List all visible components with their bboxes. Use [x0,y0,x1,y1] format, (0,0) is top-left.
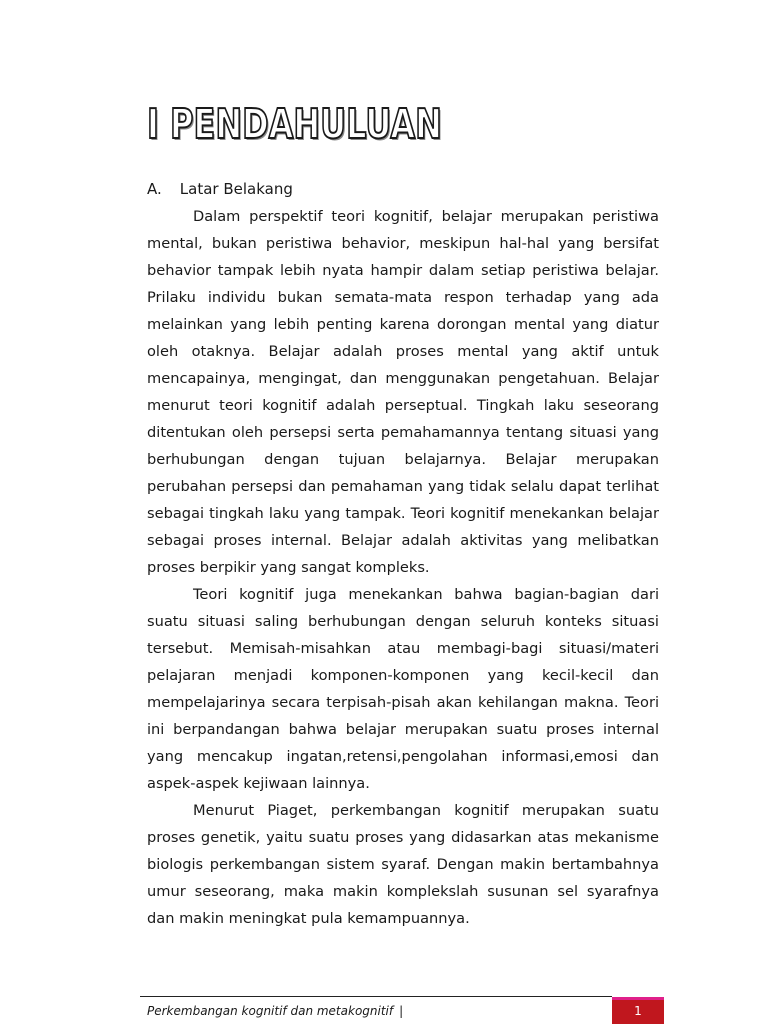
page-number-box [612,997,664,1024]
paragraph-1: Dalam perspektif teori kognitif, belajar merupakan peristiwa mental, bukan peristiwa behavior, meskipun hal-hal yang bersifat behavior tampak lebih nyata hampir dalam setiap peristiwa belajar. Prilaku individu bukan semata-mata respon terhadap yang ada melainkan yang lebih penting karena dorongan mental yang diatur oleh otaknya. Belajar adalah proses mental yang aktif untuk mencapainya, mengingat, dan menggunakan pengetahuan. Belajar menurut teori kognitif adalah perseptual. Tingkah laku seseorang ditentukan oleh persepsi serta pemahamannya tentang situasi yang berhubungan dengan tujuan belajarnya. Belajar merupakan perubahan persepsi dan pemahaman yang tidak selalu dapat terlihat sebagai tingkah laku yang tampak. Teori kognitif menekankan belajar sebagai proses internal. Belajar adalah aktivitas yang melibatkan proses berpikir yang sangat kompleks. [147,208,659,576]
section-heading [147,180,293,198]
running-title: Perkembangan kognitif dan metakognitif [147,1004,394,1018]
paragraph-2: Teori kognitif juga menekankan bahwa bagian-bagian dari suatu situasi saling berhubungan dengan seluruh konteks situasi tersebut. Memisah-misahkan atau membagi-bagi situasi/materi pelajaran menjadi komponen-komponen yang kecil-kecil dan mempelajarinya secara terpisah-pisah akan kehilangan makna. Teori ini berpandangan bahwa belajar merupakan suatu proses internal yang mencakup ingatan,retensi,pengolahan informasi,emosi dan aspek-aspek kejiwaan lainnya. [147,586,659,792]
footer-separator: | [399,1004,404,1018]
footer-running-title [147,1004,403,1018]
section-number: A. [147,180,162,198]
paragraph-3: Menurut Piaget, perkembangan kognitif merupakan suatu proses genetik, yaitu suatu proses yang didasarkan atas mekanisme biologis perkembangan sistem syaraf. Dengan makin bertambahnya umur seseorang, maka makin komplekslah susunan sel syarafnya dan makin meningkat pula kemampuannya. [147,802,659,927]
body-text [147,203,659,932]
chapter-title: I PENDAHULUAN [147,100,442,148]
section-title: Latar Belakang [179,180,293,198]
footer-divider [140,996,612,997]
page-number: 1 [634,1004,642,1018]
